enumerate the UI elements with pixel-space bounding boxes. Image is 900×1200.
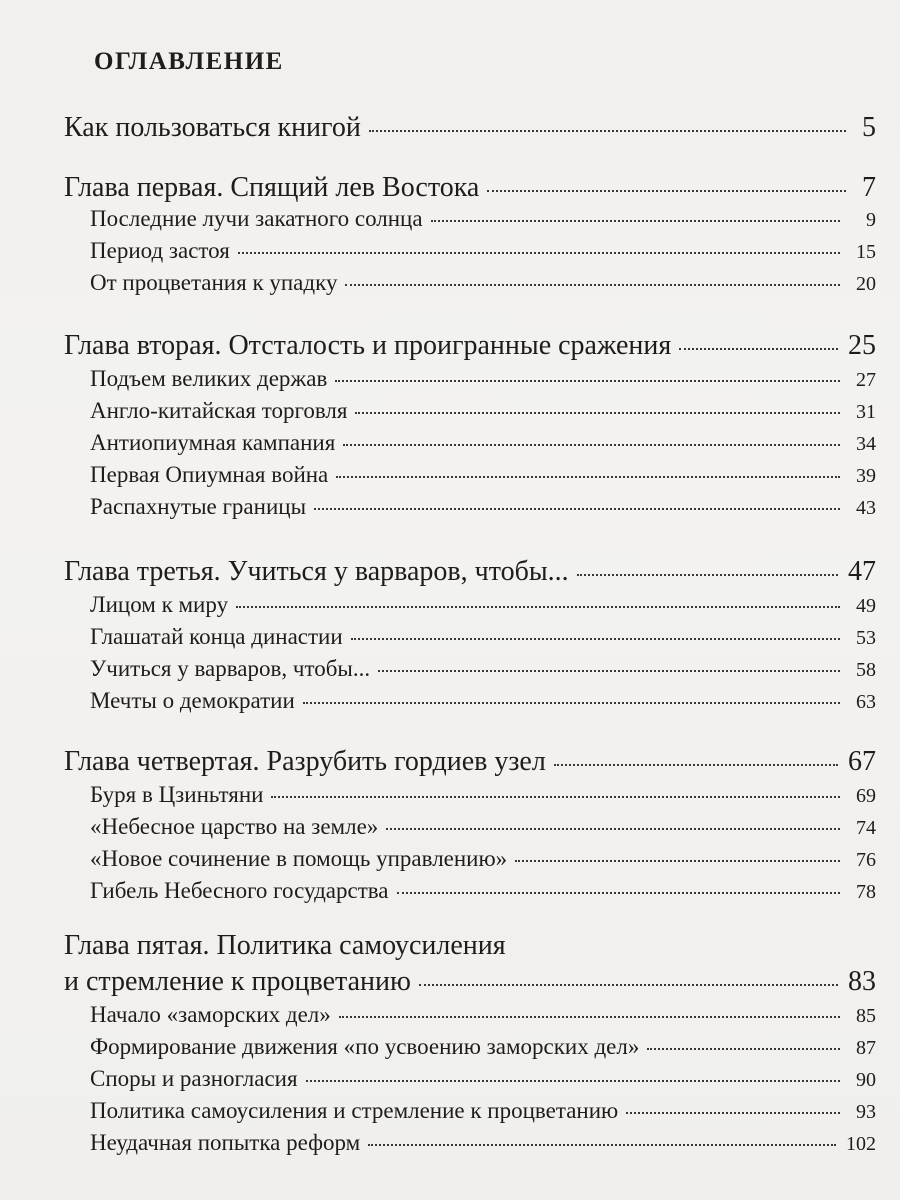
dot-leader bbox=[271, 796, 840, 798]
toc-page-number: 43 bbox=[856, 497, 876, 519]
toc-section[interactable] bbox=[90, 1002, 876, 1028]
toc-section[interactable] bbox=[90, 688, 876, 714]
toc-section-title: Глашатай конца династии bbox=[90, 624, 343, 649]
toc-page-number: 9 bbox=[866, 209, 876, 231]
dot-leader bbox=[238, 252, 840, 254]
dot-leader bbox=[419, 984, 838, 986]
toc-section[interactable] bbox=[90, 494, 876, 520]
toc-section[interactable] bbox=[90, 366, 876, 392]
toc-entry-intro[interactable] bbox=[64, 112, 876, 144]
toc-page-number: 63 bbox=[856, 691, 876, 713]
toc-page-number: 83 bbox=[848, 966, 876, 997]
dot-leader bbox=[343, 444, 840, 446]
dot-leader bbox=[431, 220, 840, 222]
toc-section[interactable] bbox=[90, 206, 876, 232]
toc-section[interactable] bbox=[90, 1066, 876, 1092]
toc-section[interactable] bbox=[90, 592, 876, 618]
dot-leader bbox=[679, 348, 838, 350]
toc-section-title: Распахнутые границы bbox=[90, 494, 307, 519]
toc-page-number: 90 bbox=[856, 1069, 876, 1091]
dot-leader bbox=[397, 892, 840, 894]
dot-leader bbox=[303, 702, 840, 704]
toc-section[interactable] bbox=[90, 878, 876, 904]
toc-section-title: Формирование движения «по усвоению заморских дел» bbox=[90, 1034, 640, 1059]
toc-chapter-title: Глава четвертая. Разрубить гордиев узел bbox=[64, 746, 546, 777]
toc-section-title: Начало «заморских дел» bbox=[90, 1002, 331, 1027]
toc-section-title: От процветания к упадку bbox=[90, 270, 338, 295]
toc-section-title: Гибель Небесного государства bbox=[90, 878, 389, 903]
toc-section-title: Споры и разногласия bbox=[90, 1066, 298, 1091]
toc-section[interactable] bbox=[90, 656, 876, 682]
toc-chapter-1[interactable] bbox=[64, 172, 876, 204]
toc-page-number: 85 bbox=[856, 1005, 876, 1027]
toc-section[interactable] bbox=[90, 1130, 876, 1156]
dot-leader bbox=[355, 412, 840, 414]
toc-section[interactable] bbox=[90, 270, 876, 296]
toc-page-number: 25 bbox=[848, 330, 876, 361]
dot-leader bbox=[647, 1048, 840, 1050]
toc-section-title: Мечты о демократии bbox=[90, 688, 295, 713]
toc-section[interactable] bbox=[90, 1098, 876, 1124]
toc-section-title: Учиться у варваров, чтобы... bbox=[90, 656, 371, 681]
toc-page-number: 53 bbox=[856, 627, 876, 649]
toc-page-number: 39 bbox=[856, 465, 876, 487]
toc-section[interactable] bbox=[90, 624, 876, 650]
toc-page-number: 47 bbox=[848, 556, 876, 587]
toc-chapter-5[interactable] bbox=[64, 966, 876, 998]
toc-section[interactable] bbox=[90, 814, 876, 840]
toc-section-title: Первая Опиумная война bbox=[90, 462, 329, 487]
toc-section-title: Политика самоусиления и стремление к процветанию bbox=[90, 1098, 619, 1123]
toc-section-title: Антиопиумная кампания bbox=[90, 430, 336, 455]
toc-section-title: Лицом к миру bbox=[90, 592, 229, 617]
toc-section[interactable] bbox=[90, 462, 876, 488]
dot-leader bbox=[386, 828, 840, 830]
toc-page-number: 49 bbox=[856, 595, 876, 617]
toc-section[interactable] bbox=[90, 782, 876, 808]
toc-page-number: 93 bbox=[856, 1101, 876, 1123]
dot-leader bbox=[336, 476, 840, 478]
dot-leader bbox=[345, 284, 840, 286]
toc-chapter-4[interactable] bbox=[64, 746, 876, 778]
toc-section-title: Последние лучи закатного солнца bbox=[90, 206, 423, 231]
toc-section[interactable] bbox=[90, 398, 876, 424]
toc-section-title: «Новое сочинение в помощь управлению» bbox=[90, 846, 508, 871]
dot-leader bbox=[368, 1144, 836, 1146]
toc-page-number: 5 bbox=[862, 112, 876, 143]
toc-chapter-title: Глава третья. Учиться у варваров, чтобы... bbox=[64, 556, 569, 587]
toc-page-number: 74 bbox=[856, 817, 876, 839]
toc-page-number: 20 bbox=[856, 273, 876, 295]
dot-leader bbox=[306, 1080, 840, 1082]
dot-leader bbox=[335, 380, 840, 382]
dot-leader bbox=[554, 764, 838, 766]
toc-section-title: «Небесное царство на земле» bbox=[90, 814, 379, 839]
toc-section[interactable] bbox=[90, 1034, 876, 1060]
toc-heading: ОГЛАВЛЕНИЕ bbox=[94, 48, 284, 75]
toc-section-title: Неудачная попытка реформ bbox=[90, 1130, 361, 1155]
toc-page-number: 27 bbox=[856, 369, 876, 391]
toc-page-number: 69 bbox=[856, 785, 876, 807]
toc-entry-title: Как пользоваться книгой bbox=[64, 112, 361, 143]
toc-page-number: 76 bbox=[856, 849, 876, 871]
dot-leader bbox=[351, 638, 840, 640]
toc-page-number: 102 bbox=[846, 1133, 876, 1155]
toc-chapter-3[interactable] bbox=[64, 556, 876, 588]
toc-section-title: Англо-китайская торговля bbox=[90, 398, 348, 423]
toc-section-title: Буря в Цзиньтяни bbox=[90, 782, 264, 807]
dot-leader bbox=[369, 130, 846, 132]
dot-leader bbox=[577, 574, 838, 576]
toc-section-title: Подъем великих держав bbox=[90, 366, 328, 391]
dot-leader bbox=[626, 1112, 840, 1114]
toc-chapter-5-title-line1[interactable]: Глава пятая. Политика самоусиления bbox=[64, 930, 506, 961]
toc-page-number: 58 bbox=[856, 659, 876, 681]
toc-chapter-title: Глава первая. Спящий лев Востока bbox=[64, 172, 480, 203]
toc-chapter-title: и стремление к процветанию bbox=[64, 966, 411, 997]
dot-leader bbox=[515, 860, 840, 862]
toc-section[interactable] bbox=[90, 238, 876, 264]
toc-section[interactable] bbox=[90, 846, 876, 872]
dot-leader bbox=[339, 1016, 840, 1018]
toc-page-number: 34 bbox=[856, 433, 876, 455]
dot-leader bbox=[378, 670, 840, 672]
toc-section[interactable] bbox=[90, 430, 876, 456]
toc-chapter-2[interactable] bbox=[64, 330, 876, 362]
toc-page-number: 15 bbox=[856, 241, 876, 263]
toc-page-number: 67 bbox=[848, 746, 876, 777]
dot-leader bbox=[314, 508, 840, 510]
toc-chapter-title: Глава вторая. Отсталость и проигранные сражения bbox=[64, 330, 672, 361]
dot-leader bbox=[236, 606, 840, 608]
toc-page-number: 31 bbox=[856, 401, 876, 423]
dot-leader bbox=[487, 190, 846, 192]
toc-page-number: 78 bbox=[856, 881, 876, 903]
toc-page-number: 87 bbox=[856, 1037, 876, 1059]
toc-section-title: Период застоя bbox=[90, 238, 230, 263]
toc-page-number: 7 bbox=[862, 172, 876, 203]
